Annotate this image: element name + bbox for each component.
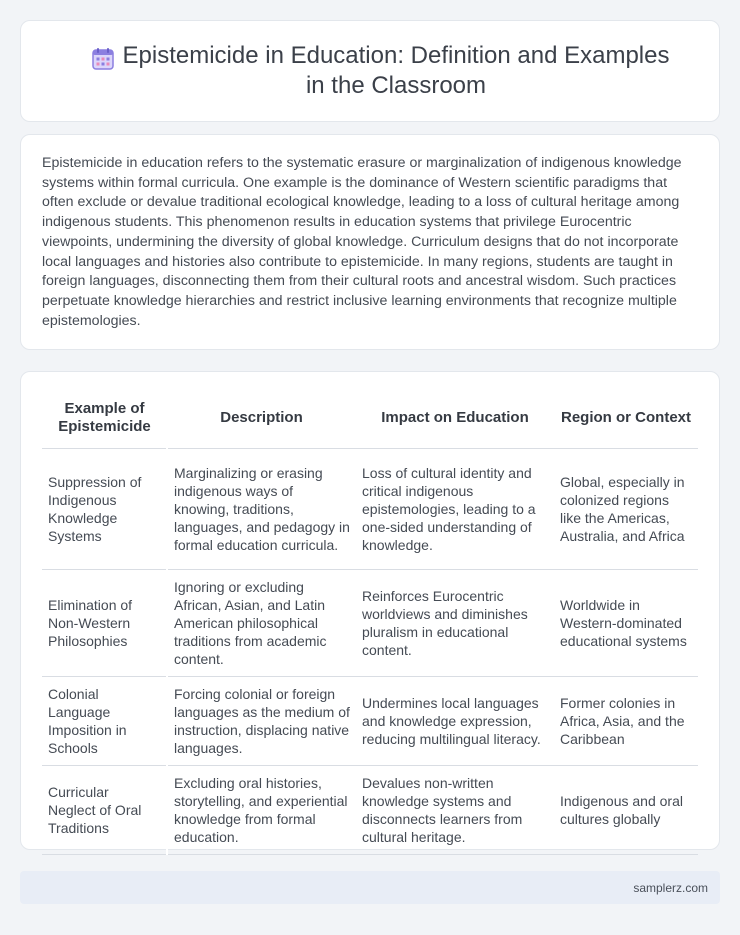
- cell-impact: Devalues non-written knowledge systems and disconnects learners from cultural heritage.: [356, 765, 554, 854]
- cell-impact: Undermines local languages and knowledge expression, reducing multilingual literacy.: [356, 676, 554, 765]
- table-row: [42, 765, 698, 854]
- cell-description: Excluding oral histories, storytelling, and experiential knowledge from formal education.: [167, 765, 356, 854]
- cell-description: Forcing colonial or foreign languages as the medium of instruction, displacing native languages.: [167, 676, 356, 765]
- footer: [20, 871, 720, 904]
- cell-region: Former colonies in Africa, Asia, and the Caribbean: [554, 676, 698, 765]
- header-example: Example of Epistemicide: [42, 388, 167, 448]
- header-description: Description: [167, 388, 356, 448]
- intro-card: [20, 134, 720, 350]
- cell-impact: Reinforces Eurocentric worldviews and diminishes pluralism in educational content.: [356, 569, 554, 676]
- cell-example: Curricular Neglect of Oral Traditions: [42, 765, 167, 854]
- calendar-grid-icon: [90, 46, 116, 72]
- cell-example: Colonial Language Imposition in Schools: [42, 676, 167, 765]
- examples-table: [42, 388, 698, 855]
- table-card: [20, 371, 720, 850]
- intro-paragraph: Epistemicide in education refers to the systematic erasure or marginalization of indigenous knowledge systems within formal curricula. One example is the dominance of Western scientific paradigms that often exclude or devalue traditional ecological knowledge, leading to a loss of cultural heritage among indigenous students. This phenomenon results in education systems that privilege Eurocentric viewpoints, undermining the diversity of global knowledge. Curriculum designs that do not incorporate local languages and histories also contribute to epistemicide. In many regions, students are taught in foreign languages, disconnecting them from their cultural roots and ancestral wisdom. Such practices perpetuate knowledge hierarchies and restrict inclusive learning environments that recognize multiple epistemologies.: [42, 155, 682, 329]
- title-card: [20, 20, 720, 122]
- table-header-row: [42, 388, 698, 448]
- table-row: [42, 448, 698, 569]
- cell-description: Ignoring or excluding African, Asian, and Latin American philosophical traditions from academic content.: [167, 569, 356, 676]
- cell-example: Elimination of Non-Western Philosophies: [42, 569, 167, 676]
- table-row: [42, 569, 698, 676]
- cell-example: Suppression of Indigenous Knowledge Systems: [42, 448, 167, 569]
- title-wrap: [70, 41, 670, 101]
- footer-site-link[interactable]: samplerz.com: [633, 881, 708, 895]
- header-region: Region or Context: [554, 388, 698, 448]
- cell-region: Indigenous and oral cultures globally: [554, 765, 698, 854]
- cell-impact: Loss of cultural identity and critical indigenous epistemologies, leading to a one-sided understanding of knowledge.: [356, 448, 554, 569]
- header-impact: Impact on Education: [356, 388, 554, 448]
- cell-description: Marginalizing or erasing indigenous ways of knowing, traditions, languages, and pedagogy in formal education curricula.: [167, 448, 356, 569]
- page-title: Epistemicide in Education: Definition and Examples in the Classroom: [122, 42, 670, 99]
- cell-region: Worldwide in Western-dominated educational systems: [554, 569, 698, 676]
- table-row: [42, 676, 698, 765]
- cell-region: Global, especially in colonized regions like the Americas, Australia, and Africa: [554, 448, 698, 569]
